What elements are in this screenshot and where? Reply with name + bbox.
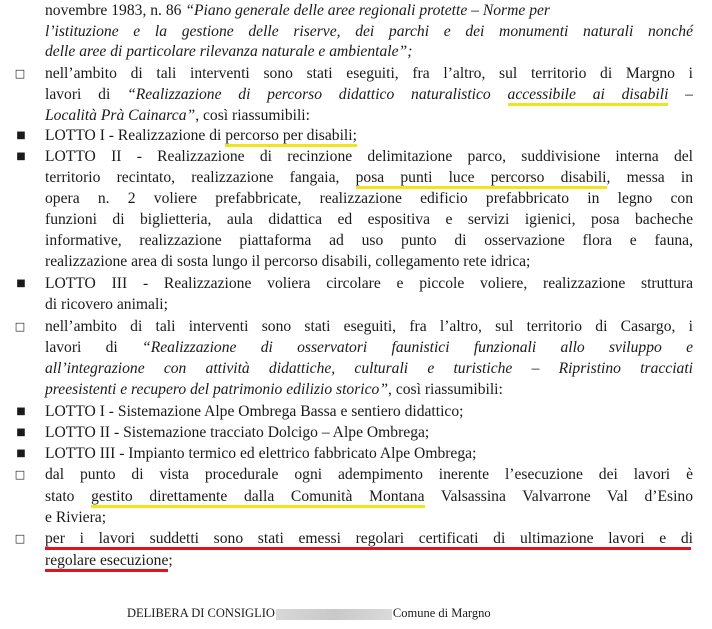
text-span: , così riassumibili: — [195, 107, 310, 124]
text-span: – — [668, 86, 693, 103]
filled-square-bullet-icon: ■ — [16, 130, 26, 141]
text-line — [0, 21, 712, 43]
text-span: funzioni di biglietteria, aula didattica ed espositiva e servizi igienici, posa bacheche — [45, 211, 693, 228]
text-line — [0, 507, 712, 529]
italic-title: “Realizzazione di percorso didattico naturalistico — [127, 86, 508, 103]
footer-left-text: DELIBERA DI CONSIGLIO — [127, 606, 275, 620]
highlight-yellow: accessibile ai disabili — [508, 86, 669, 106]
list-item — [0, 443, 712, 465]
list-item — [0, 422, 712, 444]
text-line — [0, 188, 712, 210]
italic-title: “Piano generale delle aree regionali protette – Norme per — [185, 2, 550, 19]
italic-title: preesistenti e recupero del patrimonio edilizio storico” — [45, 381, 389, 398]
text-span: di ricovero animali; — [45, 296, 168, 313]
text-span: Valsassina Valvarrone Val d’Esino — [424, 488, 693, 505]
highlight-red: regolare esecuzione — [45, 552, 168, 572]
list-item-text: nell’ambito di tali interventi sono stati eseguiti, fra l’altro, sul territorio di Casargo, i — [45, 318, 693, 335]
text-span: , messa in — [606, 169, 694, 186]
filled-square-bullet-icon: ■ — [16, 406, 26, 417]
text-span: lavori di — [45, 86, 128, 103]
text-span: novembre 1983, n. 86 — [45, 2, 186, 19]
highlight-yellow: percorso per disabili; — [225, 127, 357, 147]
square-bullet-icon: □ — [14, 468, 26, 481]
text-line — [0, 209, 712, 231]
text-line — [0, 230, 712, 252]
text-line — [0, 105, 712, 127]
text-span: stato — [45, 488, 92, 505]
square-bullet-icon: □ — [14, 67, 26, 80]
footer-right-text: Comune di Margno — [392, 606, 491, 620]
text-span: e Riviera; — [45, 509, 107, 526]
list-item — [0, 146, 712, 168]
highlight-yellow: gestito direttamente dalla Comunità Montana — [91, 488, 424, 508]
italic-title: Località Prà Cainarca” — [45, 107, 196, 124]
square-bullet-icon: □ — [14, 532, 26, 545]
text-line — [0, 41, 712, 63]
text-span: opera n. 2 voliere prefabbricate, realizzazione edificio prefabbricato in legno con — [45, 190, 693, 207]
filled-square-bullet-icon: ■ — [16, 278, 26, 289]
text-line — [0, 294, 712, 316]
text-span: territorio recintato, realizzazione fangaia, — [45, 169, 356, 186]
list-item-text: nell’ambito di tali interventi sono stati eseguiti, fra l’altro, sul territorio di Margno i — [45, 65, 693, 82]
filled-square-bullet-icon: ■ — [16, 448, 26, 459]
italic-title: l’istituzione e la gestione delle riserve, dei parchi e dei monumenti naturali nonché — [45, 23, 693, 40]
text-line — [0, 337, 712, 359]
list-item — [0, 273, 712, 295]
list-item — [0, 63, 712, 85]
list-item-text: LOTTO III - Realizzazione voliera circolare e piccole voliere, realizzazione struttura — [45, 275, 693, 292]
text-span: ; — [168, 552, 173, 569]
text-line — [0, 486, 712, 508]
redacted-text — [276, 609, 392, 620]
list-item-text: per i lavori suddetti sono stati emessi regolari certificati di ultimazione lavori e di — [45, 530, 693, 547]
list-item-text: dal punto di vista procedurale ogni adempimento inerente l’esecuzione dei lavori è — [45, 466, 693, 483]
list-item-text: LOTTO I - Sistemazione Alpe Ombrega Bassa e sentiero didattico; — [45, 403, 464, 420]
text-span: realizzazione area di sosta lungo il percorso disabili, collegamento rete idrica; — [45, 253, 531, 270]
text-span: LOTTO I - Realizzazione di — [45, 127, 226, 144]
page-footer — [127, 604, 491, 622]
list-item-text: LOTTO II - Sistemazione tracciato Dolcigo – Alpe Ombrega; — [45, 424, 430, 441]
text-line — [0, 358, 712, 380]
list-item — [0, 125, 712, 147]
text-line — [0, 0, 712, 22]
list-item — [0, 316, 712, 338]
text-line — [0, 550, 712, 572]
square-bullet-icon: □ — [14, 320, 26, 333]
italic-title: “Realizzazione di osservatori faunistici funzionali allo sviluppo e — [142, 339, 693, 356]
highlight-yellow: posa punti luce percorso disabili — [356, 169, 607, 189]
text-span: informative, realizzazione piattaforma ad uso punto di osservazione flora e fauna, — [45, 232, 693, 249]
italic-title: delle aree di particolare rilevanza naturale e ambientale”; — [45, 43, 413, 60]
italic-title: all’integrazione con attività didattiche, culturali e turistiche – Ripristino tracciati — [45, 360, 693, 377]
text-line — [0, 251, 712, 273]
list-item — [0, 401, 712, 423]
text-line — [0, 379, 712, 401]
filled-square-bullet-icon: ■ — [16, 151, 26, 162]
text-line — [0, 84, 712, 106]
text-line — [0, 167, 712, 189]
filled-square-bullet-icon: ■ — [16, 427, 26, 438]
text-span: lavori di — [45, 339, 143, 356]
text-span: , così riassumibili: — [388, 381, 503, 398]
list-item — [0, 464, 712, 486]
list-item-text: LOTTO II - Realizzazione di recinzione delimitazione parco, suddivisione interna del — [45, 148, 693, 165]
list-item-text: LOTTO III - Impianto termico ed elettrico fabbricato Alpe Ombrega; — [45, 445, 477, 462]
